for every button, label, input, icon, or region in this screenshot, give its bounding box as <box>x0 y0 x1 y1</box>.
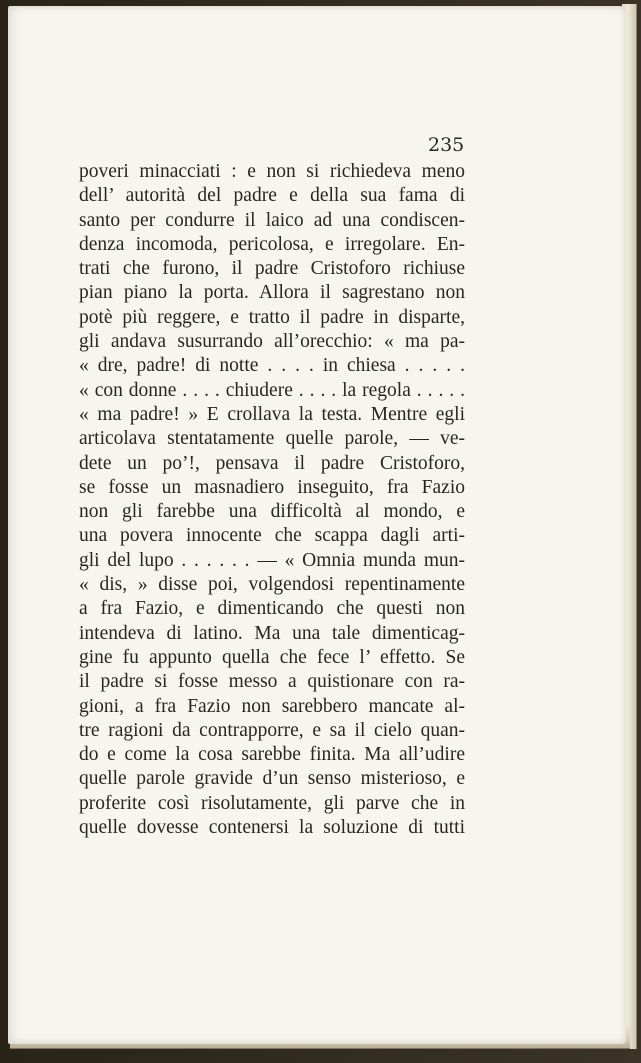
text-line: dete un po’!, pensava il padre Cristoforo, <box>79 452 465 474</box>
text-line: « dis, » disse poi, volgendosi repentinamente <box>79 574 465 596</box>
text-line: quelle dovesse contenersi la soluzione di tutti <box>79 817 465 839</box>
text-line: intendeva di latino. Ma una tale dimenticag- <box>79 622 465 644</box>
text-line: se fosse un masnadiero inseguito, fra Fazio <box>79 476 465 498</box>
text-line: poveri minacciati : e non si richiedeva meno <box>79 161 465 182</box>
text-line: potè più reggere, e tratto il padre in disparte, <box>79 306 465 328</box>
text-line: non gli farebbe una difficoltà al mondo, e <box>79 501 465 523</box>
text-line: gine fu appunto quella che fece l’ effetto. Se <box>79 646 465 668</box>
text-line: « dre, padre! di notte . . . . in chiesa . . . . . <box>79 355 465 377</box>
text-line: tre ragioni da contrapporre, e sa il cielo quan- <box>79 719 465 741</box>
text-line: il padre si fosse messo a quistionare con ra- <box>79 671 465 693</box>
text-line: una povera innocente che scappa dagli arti- <box>79 525 465 547</box>
body-text <box>79 160 465 840</box>
text-line: articolava stentatamente quelle parole, — ve- <box>79 428 465 450</box>
page-number: 235 <box>428 134 465 156</box>
text-line: a fra Fazio, e dimenticando che questi non <box>79 598 465 620</box>
text-line: trati che furono, il padre Cristoforo richiuse <box>79 258 465 280</box>
text-line: « ma padre! » E crollava la testa. Mentre egli <box>79 403 465 425</box>
text-line: do e come la cosa sarebbe finita. Ma all’udire <box>79 744 465 766</box>
text-line: proferite così risolutamente, gli parve che in <box>79 792 465 814</box>
text-line: denza incomoda, pericolosa, e irregolare. En- <box>79 233 465 255</box>
text-line: dell’ autorità del padre e della sua fama di <box>79 185 465 207</box>
text-line: santo per condurre il laico ad una condiscen- <box>79 209 465 231</box>
text-line: pian piano la porta. Allora il sagrestano non <box>79 282 465 304</box>
text-line: gli andava susurrando all’orecchio: « ma pa- <box>79 331 465 353</box>
text-line: quelle parole gravide d’un senso misterioso, e <box>79 768 465 790</box>
text-line: gioni, a fra Fazio non sarebbero mancate al- <box>79 695 465 717</box>
text-line: gli del lupo . . . . . . — « Omnia munda mun- <box>79 549 465 571</box>
text-line: « con donne . . . . chiudere . . . . la regola . . . . . <box>79 379 465 401</box>
